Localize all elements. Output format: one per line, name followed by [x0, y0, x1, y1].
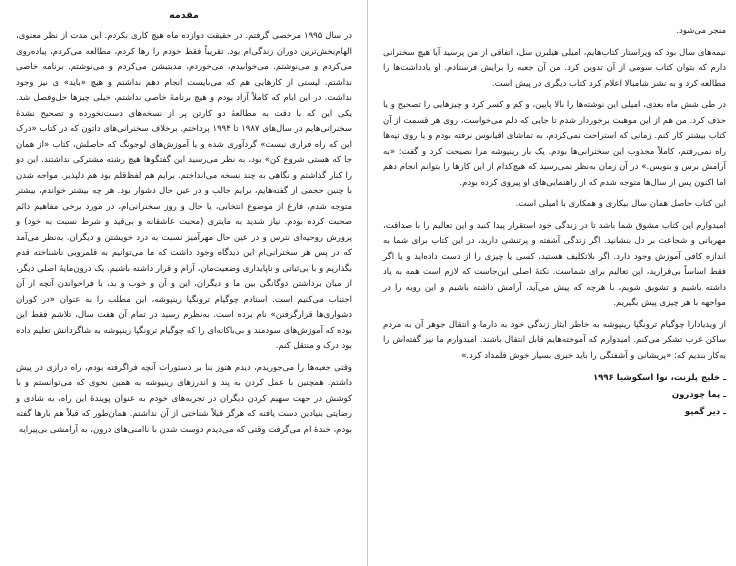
- signature-block: [383, 370, 726, 421]
- signature-place-date: ـ خلیج پلزنت، نوا اسکوشیا ۱۹۹۶: [592, 373, 726, 383]
- body-paragraph: در طی شش ماه بعدی، امیلی این نوشته‌ها را بالا پایین، و کم و کسر کرد و چیزهایی را تصحیح و یا حذف کرد. من هم از این موهبت برخوردار شدم تا جایی که دلم می‌خواست، روی هر قسمت از آن کتاب بیشتر کار کنم. زمانی که استراحت نمی‌کردم، به تماشای اقیانوس نرفته بودم و یا روی تپه‌ها راه نمی‌رفتم، کاملاً مجذوب این سخنرانی‌ها بودم. یک بار رینپوشه مرا نصیحت کرد و گفت: «به آرامش برس و بنویس.» در آن زمان به‌نظر نمی‌رسید که هیچ‌کدام از این کارها را بتوانم انجام دهم اما اکنون پس از سال‌ها متوجه شدم که از راهنمایی‌های او پیروی کرده بودم.: [383, 100, 726, 188]
- body-paragraph: نیمه‌های سال بود که ویراستار کتاب‌هایم، امیلی هیلبرن سل، اتفاقی از من پرسید آیا هیچ سخنرانی دارم که بتوان کتاب سومی از آن تدوین کرد. من آن جعبه را برایش فرستادم. او یادداشت‌ها را مطالعه کرد و به نشر شامبالا اعلام کرد کتاب دیگری در پیش است.: [383, 47, 726, 89]
- body-paragraph: وقتی جعبه‌ها را می‌جوریدم، دیدم هنوز بنا بر دستورات آنچه فراگرفته بودم، راه درازی در پیش داشتم. همچنین با عمل کردن به پند و اندرزهای رینپوشه به همین نحوی که می‌توانستم و با کوشش در جهت سهیم کردن دیگران در تجربه‌های خودم به عنوان پویندهٔ این راه، به شادی و رضایتی بنیادین دست یافته که هرگز قبلاً شناختی از آن نداشتم. همان‌طور که قبلاً هم بارها گفته بودم، خندهٔ ام می‌گرفت وقتی که می‌دیدم دوست شدن با ناامنی‌های درون، به آرامشی بی‌پیرایه: [16, 362, 352, 435]
- left-page: [0, 0, 366, 566]
- body-paragraph: از ویدیادارا چوگیام ترونگپا رینپوشه به خاطر ایثار زندگی خود به دارما و انتقال جوهر آن به مردم ساکن غرب تشکر می‌کنم. امیدوارم که آموخته‌هایم قابل انتقال باشند. امیدوارم ما نیز گفته‌اش را به‌کار بندیم که: «پریشانی و آشفتگی را باید خبری بسیار خوش قلمداد کرد.»: [383, 319, 726, 361]
- body-paragraph: منجر می‌شود.: [676, 26, 726, 36]
- body-paragraph: در سال ۱۹۹۵ مرخصی گرفتم. در حقیقت دوازده ماه هیچ کاری نکردم. این مدت از نظر معنوی، الهام‌بخش‌ترین دوران زندگی‌ام بود. تقریباً فقط خودم را رها کردم، مطالعه می‌کردم، پیاده‌روی می‌کردم و می‌نوشتم. می‌خوابیدم، می‌خوردم، مدیتیشن می‌کردم و می‌نوشتم. برنامه خاصی نداشتم. لیستی از کارهایی هم که می‌بایست انجام دهم نداشتم و هیچ «باید» ی نیز وجود نداشت. در این ایام که کاملاً آزاد بودم و هیچ برنامهٔ خاصی نداشتم، خیلی چیزها حل‌وفصل شد. یکی این که با دقت به مطالعهٔ دو کارتن پر از نسخه‌های دست‌نخورده و تصحیح نشدهٔ سخنرانی‌هایم در سال‌های ۱۹۸۷ تا ۱۹۹۴ پرداختم. برخلاف سخنرانی‌های داتون که در کتاب «درک این که راه فراری نیست» گردآوری شده و یا آموزش‌های لوجونگ که حاصلش، کتاب «از همان جا که هستی شروع کن» بود، به نظر می‌رسید این گفتگوها هیچ رشته مشترکی نداشتند. این دو را کنار گذاشتم و نگاهی به چند نسخه می‌انداختم. برایم هم لفظ‌قلم بود هم دلپذیر. مواجه شدن با چنین حجمی از گفته‌هایم، برایم جالب و در عین حال دشوار بود. هر چه بیشتر خواندم، بیشتر متوجه شدم، فارغ از موضوع انتخابی، یا حال و روز سخنرانی‌ام، در مورد برخی مفاهیم دائم صحبت کرده بودم. نیاز شدید به مایتری (محبت عاشقانه و بی‌قید و شرط نسبت به خود) و پرورش روحیه‌ای نترس و در عین حال مهرآمیز نسبت به درد خویشتن و دیگران. به‌نظر می‌آمد که در پس هر سخنرانی‌ام این دیدگاه وجود داشت که ما می‌توانیم به قلمرویی ناشناخته قدم بگذاریم و با بی‌ثباتی و ناپایداری وضعیت‌مان، آرام و قرار داشته باشیم. یک درون‌مایهٔ اصلی دیگر، از میان برداشتن دوگانگی بین ما و دیگران، این و آن و خوب و بد، با فراخواندن آنچه از آن اجتناب می‌کنیم است. استادم چوگیام ترونگپا رینپوشه، این مطلب را به عنوان «در کوران دشواری‌ها قرارگرفتن» نام برده است. به‌نظرم رسید در تمام آن هفت سال، تلاشم فقط این بوده که آموزش‌های سودمند و بی‌باکانه‌ای را که چوگیام ترونگپا رینپوشه به شاگردانش تعلیم داده بود درک و منتقل کنم.: [16, 31, 352, 351]
- signature-author: ـ پما چودرون: [671, 390, 726, 400]
- signature-location: ـ دیر گمپو: [684, 407, 726, 417]
- page-divider: [367, 0, 368, 566]
- right-page: [369, 0, 736, 566]
- chapter-title: مقدمه: [169, 10, 199, 21]
- body-paragraph: این کتاب حاصل همان سال بیکاری و همکاری با امیلی است.: [515, 199, 726, 209]
- body-paragraph: امیدوارم این کتاب مشوق شما باشد تا در زندگی خود استقرار پیدا کنید و این تعالیم را با صداقت، مهربانی و شجاعت بر دل بنشانید. اگر زندگی آشفته و پرتنشی دارید، در این کتاب برای شما به اندازه کافی آموزش وجود دارد. اگر بلاتکلیف هستید، کسی یا چیزی را از دست داده‌اید و یا اگر فقط اساساً بی‌قرارید، این تعالیم برای شماست. نکتهٔ اصلی این‌جاست که لازم است همه به یاد داشته باشیم و تشویق شویم، با هرچه که پیش می‌آید، آرامش داشته باشیم و این رویه را در مواجهه با هر چیزی پیش بگیریم.: [383, 220, 726, 308]
